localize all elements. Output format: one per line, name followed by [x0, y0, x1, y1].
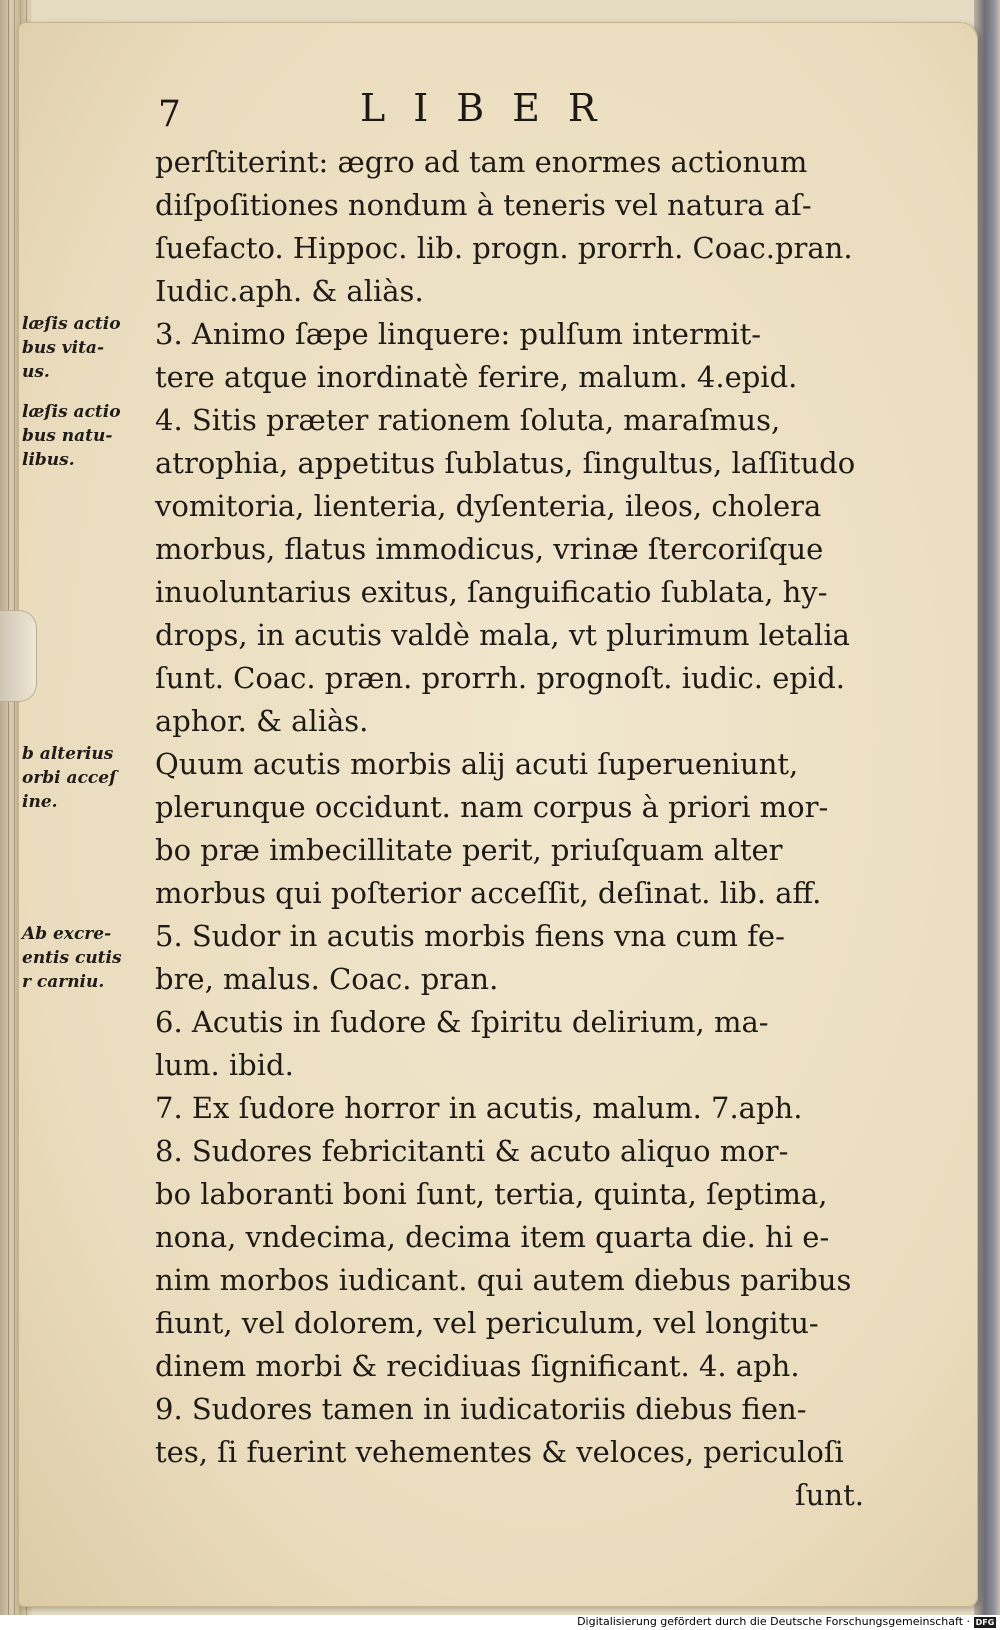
margin-note-line: læſis actio	[22, 402, 121, 422]
text-line: bo præ imbecillitate perit, priuſquam alter	[155, 833, 783, 867]
dfg-logo: DFG	[975, 1618, 995, 1627]
text-line: 9. Sudores tamen in iudicatoriis diebus fien-	[155, 1392, 807, 1426]
text-line: ſuefacto. Hippoc. lib. progn. prorrh. Coac.pran.	[155, 231, 853, 265]
page-number: 7	[158, 94, 181, 135]
footer-bar	[0, 1615, 1000, 1630]
text-line: aphor. & aliàs.	[155, 704, 369, 738]
text-line: 3. Animo ſæpe linquere: pulſum intermit-	[155, 317, 762, 351]
margin-note-line: bus vita-	[22, 338, 104, 358]
text-line: morbus qui poſterior acceſſit, deſinat. lib. aff.	[155, 876, 822, 910]
text-line: Iudic.aph. & aliàs.	[155, 274, 424, 308]
text-line: dinem morbi & recidiuas ſignificant. 4. aph.	[155, 1349, 800, 1383]
text-line: 6. Acutis in ſudore & ſpiritu delirium, ma-	[155, 1005, 769, 1039]
margin-note-line: libus.	[22, 450, 75, 470]
text-line: bo laboranti boni ſunt, tertia, quinta, ſeptima,	[155, 1177, 828, 1211]
text-line: drops, in acutis valdè mala, vt plurimum letalia	[155, 618, 850, 652]
margin-note-line: Ab excre-	[22, 924, 112, 944]
text-line: 8. Sudores febricitanti & acuto aliquo mor-	[155, 1134, 789, 1168]
text-line: morbus, flatus immodicus, vrinæ ſtercoriſque	[155, 532, 824, 566]
digitization-credit: Digitalisierung gefördert durch die Deutsche Forschungsgemeinschaft ·	[577, 1615, 970, 1628]
margin-note-line: ine.	[22, 792, 58, 812]
text-line: diſpoſitiones nondum à teneris vel natura aſ-	[155, 188, 812, 222]
text-line: tere atque inordinatè ferire, malum. 4.epid.	[155, 360, 798, 394]
margin-note-line: læſis actio	[22, 314, 121, 334]
text-line: vomitoria, lienteria, dyſenteria, ileos, cholera	[155, 489, 822, 523]
margin-note-line: bus natu-	[22, 426, 113, 446]
margin-note-line: orbi acceſ	[22, 768, 117, 788]
text-line: inuoluntarius exitus, ſanguificatio ſublata, hy-	[155, 575, 828, 609]
page-tab	[0, 610, 37, 702]
text-line: tes, ſi fuerint vehementes & veloces, periculoſi	[155, 1435, 844, 1469]
page-header	[150, 86, 870, 136]
text-line: plerunque occidunt. nam corpus à priori mor-	[155, 790, 829, 824]
margin-note-line: r carniu.	[22, 972, 105, 992]
text-line: lum. ibid.	[155, 1048, 294, 1082]
text-line: nim morbos iudicant. qui autem diebus paribus	[155, 1263, 852, 1297]
running-head: LIBER	[360, 86, 625, 130]
text-line: bre, malus. Coac. pran.	[155, 962, 499, 996]
text-line: ſunt.	[795, 1478, 864, 1512]
text-line: fiunt, vel dolorem, vel periculum, vel longitu-	[155, 1306, 819, 1340]
text-line: ſunt. Coac. præn. prorrh. prognoſt. iudic. epid.	[155, 661, 845, 695]
text-line: 5. Sudor in acutis morbis fiens vna cum fe-	[155, 919, 785, 953]
text-line: nona, vndecima, decima item quarta die. hi e-	[155, 1220, 830, 1254]
margin-note-line: b alterius	[22, 744, 114, 764]
margin-note-line: entis cutis	[22, 948, 122, 968]
margin-note-line: us.	[22, 362, 50, 382]
text-line: 7. Ex ſudore horror in acutis, malum. 7.aph.	[155, 1091, 803, 1125]
text-line: atrophia, appetitus ſublatus, ſingultus, laſſitudo	[155, 446, 856, 480]
text-line: Quum acutis morbis alij acuti ſuperueniunt,	[155, 747, 799, 781]
text-line: perſtiterint: ægro ad tam enormes actionum	[155, 145, 808, 179]
text-line: 4. Sitis præter rationem ſoluta, maraſmus,	[155, 403, 781, 437]
